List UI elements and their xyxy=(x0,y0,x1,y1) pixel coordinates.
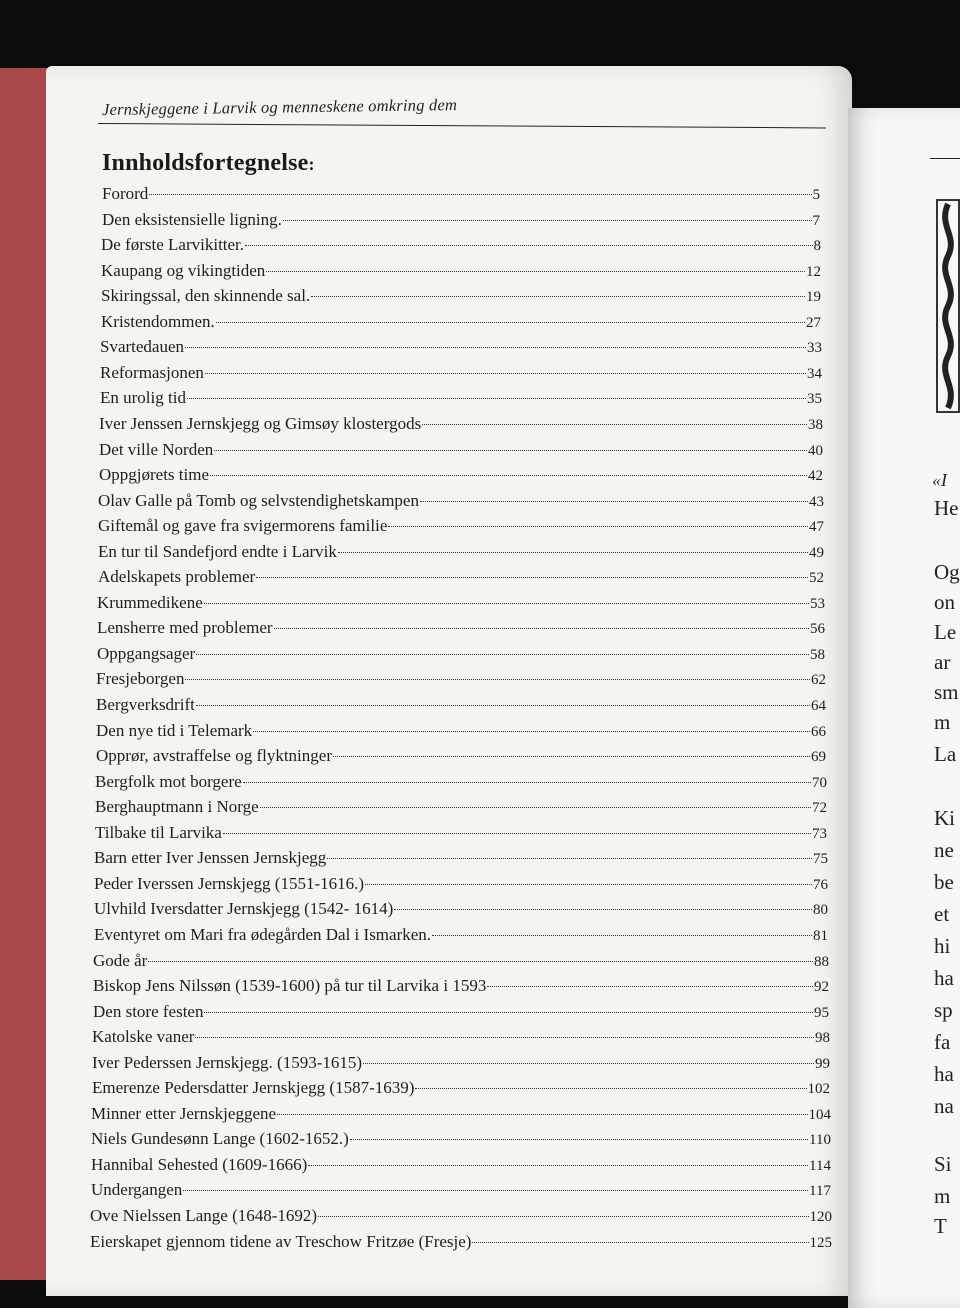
toc-entry-page: 27 xyxy=(806,314,821,331)
toc-entry-title: Eventyret om Mari fra ødegården Dal i Ismarken. xyxy=(94,924,432,944)
toc-entry-page: 34 xyxy=(807,365,822,382)
toc-entry-title: En tur til Sandefjord endte i Larvik xyxy=(98,541,337,561)
toc-entry-title: Det ville Norden xyxy=(99,439,214,459)
toc-entry-title: Giftemål og gave fra svigermorens familie xyxy=(98,516,388,536)
toc-entry-page: 92 xyxy=(814,979,829,996)
toc-entry xyxy=(94,848,828,872)
toc-entry-page: 114 xyxy=(809,1157,831,1174)
toc-entry-title: Ulvhild Iversdatter Jernskjegg (1542- 1614) xyxy=(94,899,394,919)
toc-leader-dots xyxy=(196,654,809,655)
right-page-text-fragment: Og xyxy=(934,560,960,584)
toc-entry xyxy=(92,1078,830,1102)
toc-leader-dots xyxy=(196,705,810,706)
toc-entry-title: Minner etter Jernskjeggene xyxy=(91,1103,277,1123)
toc-leader-dots xyxy=(422,424,807,425)
toc-entry xyxy=(97,618,825,642)
toc-leader-dots xyxy=(205,373,806,374)
toc-leader-dots xyxy=(214,450,807,451)
toc-entry-page: 104 xyxy=(808,1106,831,1123)
toc-entry-title: Lensherre med problemer xyxy=(97,618,273,638)
right-page-text-fragment: fa xyxy=(934,1030,951,1054)
toc-entry xyxy=(98,542,824,566)
toc-leader-dots xyxy=(338,552,808,553)
right-page-text-fragment: m xyxy=(934,1184,951,1208)
toc-entry-title: Berghauptmann i Norge xyxy=(95,797,259,817)
toc-entry-page: 88 xyxy=(814,953,829,970)
toc-entry xyxy=(98,491,824,515)
toc-entry-page: 73 xyxy=(812,825,827,842)
toc-leader-dots xyxy=(195,1037,814,1038)
toc-entry-title: Oppgjørets time xyxy=(99,465,210,485)
toc-entry-title: Katolske vaner xyxy=(92,1027,195,1047)
toc-leader-dots xyxy=(185,347,806,348)
toc-entry-page: 47 xyxy=(809,519,824,536)
toc-entry-title: Krummedikene xyxy=(97,592,203,612)
toc-leader-dots xyxy=(187,398,806,399)
toc-leader-dots xyxy=(243,782,811,783)
toc-leader-dots xyxy=(333,756,810,757)
toc-entry xyxy=(102,210,820,234)
toc-entry xyxy=(90,1232,832,1256)
toc-leader-dots xyxy=(223,833,811,834)
toc-entry-title: Fresjeborgen xyxy=(96,669,185,689)
toc-leader-dots xyxy=(327,858,812,859)
toc-entry-page: 69 xyxy=(811,749,826,766)
toc-entry-page: 75 xyxy=(813,851,828,868)
toc-entry-page: 72 xyxy=(812,800,827,817)
toc-entry xyxy=(96,669,826,693)
toc-entry-page: 120 xyxy=(809,1209,832,1225)
toc-entry-title: Den nye tid i Telemark xyxy=(96,720,253,740)
toc-leader-dots xyxy=(260,807,811,808)
toc-entry-title: Den eksistensielle ligning. xyxy=(102,209,282,229)
toc-entry xyxy=(100,388,822,412)
right-page-text-fragment: ne xyxy=(934,838,954,862)
toc-entry xyxy=(93,976,829,1000)
right-page-text-fragment: et xyxy=(934,902,950,926)
toc-entry-title: Emerenze Pedersdatter Jernskjegg (1587-1639) xyxy=(92,1078,415,1098)
right-page-text-fragment: na xyxy=(934,1094,954,1118)
toc-entry-title: Biskop Jens Nilssøn (1539-1600) på tur til Larvika i 1593 xyxy=(93,976,487,996)
toc-entry-title: Peder Iverssen Jernskjegg (1551-1616.) xyxy=(94,873,365,893)
toc-entry-page: 64 xyxy=(811,698,826,714)
toc-entry-page: 38 xyxy=(808,416,823,433)
toc-entry-title: En urolig tid xyxy=(100,388,186,408)
toc-entry xyxy=(102,184,820,208)
toc-leader-dots xyxy=(149,194,811,195)
toc-entry-page: 35 xyxy=(807,391,822,408)
toc-entry-title: Svartedauen xyxy=(100,337,185,357)
toc-title-text: Innholdsfortegnelse xyxy=(102,150,309,176)
toc-entry xyxy=(92,1053,830,1077)
toc-entry-title: Bergverksdrift xyxy=(96,695,195,714)
right-page-text-fragment: ha xyxy=(934,966,954,990)
toc-leader-dots xyxy=(277,1114,807,1115)
toc-entry-page: 7 xyxy=(812,212,820,229)
toc-entry xyxy=(91,1155,831,1179)
toc-entry-page: 40 xyxy=(808,442,823,459)
toc-entry xyxy=(91,1180,831,1204)
toc-entry xyxy=(92,1027,830,1051)
toc-entry xyxy=(95,823,827,847)
toc-entry-page: 80 xyxy=(813,902,828,919)
right-page-text-fragment: sm xyxy=(934,680,959,704)
toc-entry-page: 52 xyxy=(809,570,824,587)
toc-entry xyxy=(101,312,821,336)
toc-entry xyxy=(100,363,822,387)
toc-entry-title: De første Larvikitter. xyxy=(101,235,245,255)
toc-leader-dots xyxy=(216,322,805,323)
toc-leader-dots xyxy=(210,475,807,476)
toc-entry-title: Eierskapet gjennom tidene av Treschow Fritzøe (Fresje) xyxy=(90,1231,472,1251)
toc-entry xyxy=(94,899,828,923)
toc-entry-page: 8 xyxy=(813,238,821,255)
toc-leader-dots xyxy=(420,501,808,502)
right-page-text-fragment: on xyxy=(934,590,955,614)
toc-entry-title: Gode år xyxy=(93,950,148,970)
right-page-text-fragment: T xyxy=(934,1214,947,1238)
right-page-text-fragment: He xyxy=(934,496,959,520)
toc-entry xyxy=(97,644,825,668)
toc-entry-title: Den store festen xyxy=(93,1001,204,1021)
toc-leader-dots xyxy=(350,1139,808,1140)
toc-leader-dots xyxy=(388,526,808,527)
toc-entry xyxy=(91,1104,831,1128)
toc-entry-title: Barn etter Iver Jenssen Jernskjegg xyxy=(94,848,327,868)
toc-entry-title: Kristendommen. xyxy=(101,311,215,331)
toc-entry xyxy=(96,721,826,745)
right-page-text-fragment: ar xyxy=(934,650,951,674)
toc-leader-dots xyxy=(311,296,805,297)
toc-entry-title: Iver Jenssen Jernskjegg og Gimsøy klostergods xyxy=(99,413,422,433)
toc-entry xyxy=(94,874,828,898)
toc-entry-title: Tilbake til Larvika xyxy=(95,822,222,842)
toc-entry-page: 102 xyxy=(807,1081,830,1098)
toc-entry-title: Niels Gundesønn Lange (1602-1652.) xyxy=(91,1129,349,1149)
toc-entry-page: 12 xyxy=(806,263,821,280)
toc-entry-title: Undergangen xyxy=(91,1180,183,1200)
toc-entry-title: Forord xyxy=(102,184,149,203)
toc-entry-page: 5 xyxy=(812,187,820,203)
toc-leader-dots xyxy=(185,679,810,680)
toc-entry-page: 76 xyxy=(813,876,828,893)
toc-entry-page: 58 xyxy=(810,646,825,663)
toc-entry-title: Oppgangsager xyxy=(97,643,196,663)
toc-entry-title: Olav Galle på Tomb og selvstendighetskampen xyxy=(98,490,419,510)
ornament-border-icon xyxy=(933,196,960,416)
toc-entry-page: 125 xyxy=(809,1234,832,1251)
toc-title xyxy=(102,150,315,177)
toc-leader-dots xyxy=(245,245,812,246)
toc-entry xyxy=(101,286,821,310)
running-header: Jernskjeggene i Larvik og menneskene omkring dem xyxy=(101,95,458,119)
toc-entry xyxy=(96,695,826,719)
toc-leader-dots xyxy=(308,1165,808,1166)
toc-entry-title: Ove Nielssen Lange (1648-1692) xyxy=(90,1206,318,1225)
right-page-text-fragment: Si xyxy=(934,1152,952,1176)
right-page-text-fragment: La xyxy=(934,742,957,766)
toc-entry-page: 19 xyxy=(806,289,821,306)
toc-entry-page: 56 xyxy=(810,621,825,638)
toc-entry xyxy=(99,440,823,464)
toc-entry-title: Iver Pederssen Jernskjegg. (1593-1615) xyxy=(92,1052,363,1072)
toc-entry-title: Kaupang og vikingtiden xyxy=(101,260,266,280)
toc-entry xyxy=(93,951,829,975)
right-page-text-fragment: be xyxy=(934,870,954,894)
toc-entry xyxy=(101,235,821,259)
toc-leader-dots xyxy=(318,1216,808,1217)
right-page-text-fragment: hi xyxy=(934,934,951,958)
right-page-header-rule xyxy=(930,158,960,159)
toc-leader-dots xyxy=(274,628,809,629)
right-page-text-fragment: ha xyxy=(934,1062,954,1086)
toc-entry xyxy=(98,516,824,540)
toc-entry-page: 53 xyxy=(810,595,825,612)
toc-leader-dots xyxy=(363,1063,814,1064)
toc-entry-page: 33 xyxy=(807,340,822,357)
toc-entry-page: 43 xyxy=(809,493,824,510)
toc-leader-dots xyxy=(283,220,812,221)
toc-leader-dots xyxy=(148,961,813,962)
toc-leader-dots xyxy=(204,603,809,604)
toc-entry xyxy=(101,261,821,285)
right-page-text-fragment: Ki xyxy=(934,806,955,830)
toc-entry-page: 42 xyxy=(808,468,823,485)
toc-leader-dots xyxy=(365,884,812,885)
toc-entry xyxy=(96,746,826,770)
toc-leader-dots xyxy=(472,1242,808,1243)
toc-entry-page: 62 xyxy=(811,672,826,689)
toc-entry-page: 81 xyxy=(813,927,828,944)
toc-entry xyxy=(95,772,827,796)
toc-entry xyxy=(99,465,823,489)
toc-leader-dots xyxy=(432,935,812,936)
toc-title-colon: : xyxy=(308,154,315,174)
toc-entry xyxy=(93,1002,829,1026)
toc-entry-page: 49 xyxy=(809,544,824,561)
right-page-text-fragment: m xyxy=(934,710,951,734)
toc-entry xyxy=(98,567,824,591)
toc-entry-page: 70 xyxy=(812,774,827,791)
toc-leader-dots xyxy=(394,909,812,910)
toc-entry-title: Adelskapets problemer xyxy=(98,567,256,587)
toc-entry xyxy=(91,1129,831,1153)
toc-entry-page: 66 xyxy=(811,723,826,740)
toc-entry-title: Bergfolk mot borgere xyxy=(95,771,242,791)
toc-leader-dots xyxy=(266,271,805,272)
toc-leader-dots xyxy=(204,1012,813,1013)
toc-entry-page: 95 xyxy=(814,1004,829,1021)
toc-entry-title: Reformasjonen xyxy=(100,362,204,382)
toc-entry xyxy=(97,593,825,617)
toc-entry-title: Hannibal Sehested (1609-1666) xyxy=(91,1154,308,1174)
toc-entry-title: Opprør, avstraffelse og flyktninger xyxy=(96,746,332,766)
toc-entry-page: 98 xyxy=(815,1030,830,1047)
toc-entry xyxy=(95,797,827,821)
toc-entry-title: Skiringssal, den skinnende sal. xyxy=(101,286,311,306)
toc-leader-dots xyxy=(253,731,810,732)
right-page-text-fragment: sp xyxy=(934,998,953,1022)
toc-entry-page: 110 xyxy=(809,1132,831,1149)
right-page-text-fragment: Le xyxy=(934,620,957,644)
toc-entry xyxy=(94,925,828,949)
toc-entry xyxy=(90,1206,832,1230)
toc-entry xyxy=(99,414,823,438)
toc-leader-dots xyxy=(415,1088,806,1089)
toc-leader-dots xyxy=(183,1190,808,1191)
right-page-text-fragment: «I xyxy=(932,470,947,490)
toc-leader-dots xyxy=(256,577,808,578)
toc-entry-page: 117 xyxy=(809,1183,831,1200)
toc-entry xyxy=(100,337,822,361)
toc-entry-page: 99 xyxy=(815,1055,830,1072)
toc-leader-dots xyxy=(487,986,813,987)
